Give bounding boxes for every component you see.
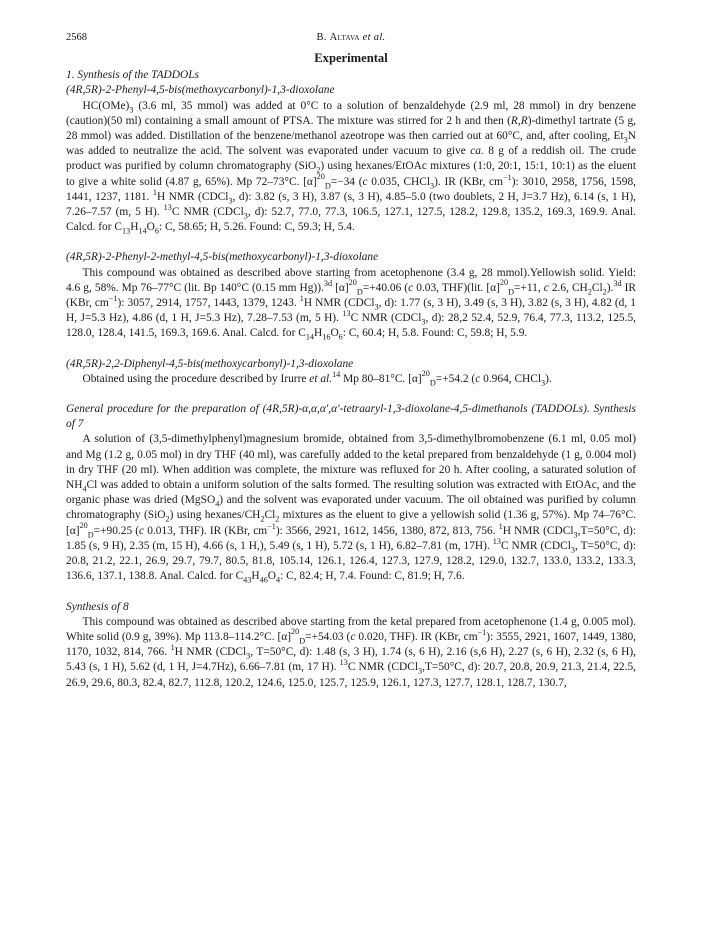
running-head-authors: B. Altava et al. [316, 32, 386, 43]
compound-heading: (4R,5R)-2-Phenyl-4,5-bis(methoxycarbonyl)-1,3-dioxolane [66, 84, 335, 97]
paragraph-taddol-7: A solution of (3,5-dimethylphenyl)magnesium bromide, obtained from 3,5-dimethylbromobenzene (6.1 ml, 0.05 mol) and Mg (1.2 g, 0.05 mol) in dry THF (40 ml), was carefully added to the ketal prepared from benzaldehyde (1 g, 0.004 mol) in dry THF (20 ml). When addition was complete, the mixture was refluxed for 20 h. After cooling, a saturated solution of $NH_4Cl$ was added to obtain a uniform solution of the salts formed. The resulting solution was extracted with EtOAc, and the organic phase was dried (MgSO$_4$) and the solvent was evaporated under vacuum. The oil obtained was purified by column chromatography (SiO$_2$) using hexanes/$CH_2Cl_2$ mixtures as the eluent to give a yellowish solid (1.36 g, 57%). Mp 74–76°C. $[\alpha]^{20}_D=+90.25$ (c 0.013, THF). IR (KBr, $cm^{-1}$): 3566, 2921, 1612, 1456, 1380, 872, 813, 756. $^1$H NMR (CDCl$_3$,T=50°C, d): 1.85 (s, 9 H), 2.35 (m, 15 H), 4.66 (s, 1 H,), 5.49 (s, 1 H), 5.72 (s, 1 H), 6.82–7.81 (m, 17H). $^{13}$C NMR (CDCl$_3$, T=50°C, d): 20.8, 21.2, 22.1, 26.9, 29.7, 79.7, 80.5, 81.8, 105.14, 126.1, 126.4, 127.3, 127.9, 128.2, 129.0, 132.7, 133.0, 133.2, 133.3, 136.6, 137.1, 138.8. Anal. Calcd. for $C_{43}H_{46}O_4$: C, 82.4; H, 7.4. Found: C, 81.9; H, 7.6. [66, 433, 637, 585]
section-heading: 1. Synthesis of the TADDOLs [66, 69, 199, 82]
paper-page [66, 30, 636, 691]
running-head [66, 30, 636, 48]
paragraph-synthesis-8: This compound was obtained as described above starting from the ketal prepared from acetophenone (1.4 g, 0.005 mol). White solid (0.9 g, 39%). Mp 113.8–114.2°C. $[\alpha]^{20}_D=+54.03$ (c 0.020, THF). IR (KBr, $cm^{-1}$): 3555, 2921, 1607, 1449, 1380, 1170, 1032, 814, 766. $^1$H NMR (CDCl$_3$, T=50°C, d): 1.48 (s, 3 H), 1.74 (s, 6 H), 2.16 (s,6 H), 2.27 (s, 6 H), 2.32 (s, 6 H), 5.43 (s, 1 H), 5.62 (d, 1 H, J=4.7Hz), 6.66–7.81 (m, 17 H). $^{13}$C NMR (CDCl$_3$,T=50°C, d): 20.7, 20.8, 20.9, 21.3, 21.4, 22.5, 26.9, 29.6, 80.3, 82.4, 82.7, 112.8, 120.2, 124.6, 125.0, 125.7, 125.9, 126.1, 127.3, 127.7, 128.1, 128.7, 130.7, [66, 615, 636, 689]
paragraph-dioxolane-1: $HC(OMe)_3$ (3.6 ml, 35 mmol) was added at 0°C to a solution of benzaldehyde (2.9 ml, 28 mmol) in dry benzene (caution)(50 ml) containing a small amount of PTSA. The mixture was stirred for 2 h and then (R,R)-dimethyl tartrate (5 g, 28 mmol) was added. Distillation of the benzene/methanol azeotrope was then carried out at 60°C, and, after cooling, $Et_3N$ was added to neutralize the acid. The solvent was evaporated under vacuum to give ca. 8 g of a reddish oil. The crude product was purified by column chromatography (SiO$_2$) using hexanes/EtOAc mixtures (1:0, 20:1, 15:1, 10:1) as the eluent to give a white solid (4.87 g, 65%). Mp 72–73°C. $[\alpha]^{20}_D=-34$ (c 0.035, CHCl$_3$). IR (KBr, $cm^{-1}$): 3010, 2958, 1756, 1598, 1441, 1237, 1181. $^1$H NMR (CDCl$_3$, d): 3.82 (s, 3 H), 3.87 (s, 3 H), 4.85–5.0 (two doublets, 2 H, J=3.7 Hz), 6.14 (s, 1 H), 7.26–7.57 (m, 5 H). $^{13}$C NMR (CDCl$_3$, d): 52.7, 77.0, 77.3, 106.5, 127.1, 127.5, 128.2, 129.8, 135.2, 169.3, 169.9. Anal. Calcd. for $C_{13}H_{14}O_6$: C, 58.65; H, 5.26. Found: C, 59.3; H, 5.4. [66, 99, 637, 236]
compound-heading: (4R,5R)-2,2-Diphenyl-4,5-bis(methoxycarbonyl)-1,3-dioxolane [66, 357, 354, 370]
section-title: Experimental [314, 51, 388, 65]
paragraph-dioxolane-3: Obtained using the procedure described by Irurre et al.$^{14}$ Mp 80–81°C. $[\alpha]^{20}_D=+54.2$ (c 0.964, CHCl$_3$). [82, 369, 552, 388]
procedure-heading: General procedure for the preparation of (4R,5R)-α,α,α′,α′-tetraaryl-1,3-dioxolane-4,5-dimethanols (TADDOLs). Synthesis of 7 [66, 403, 636, 431]
synthesis-heading: Synthesis of 8 [66, 600, 129, 613]
page-number: 2568 [66, 32, 87, 43]
paragraph-dioxolane-2: This compound was obtained as described above starting from acetophenone (3.4 g, 28 mmol).Yellowish solid. Yield: 4.6 g, 58%. Mp 76–77°C (lit. Bp 140°C (0.15 mm Hg)).$^{3d}$ $[\alpha]^{20}_D=+40.06$ (c 0.03, THF)(lit. $[\alpha]^{20}_D=+11$, c 2.6, $CH_2Cl_2).^{3d}$ IR (KBr, $cm^{-1}$): 3057, 2914, 1757, 1443, 1379, 1243. $^1$H NMR (CDCl$_3$, d): 1.77 (s, 3 H), 3.49 (s, 3 H), 3.82 (s, 3 H), 4.82 (d, 1 H, J=5.3 Hz), 4.86 (d, 1 H, J=5.3 Hz), 7.28–7.53 (m, 5 H). $^{13}$C NMR (CDCl$_3$, d): 28,2 52.4, 52.9, 76.4, 77.3, 113.2, 125.5, 128.0, 128.4, 141.5, 169.3, 169.6. Anal. Calcd. for $C_{14}H_{16}O_6$: C, 60.4; H, 5.8. Found: C, 59.8; H, 5.9. [66, 266, 637, 342]
compound-heading: (4R,5R)-2-Phenyl-2-methyl-4,5-bis(methoxycarbonyl)-1,3-dioxolane [66, 251, 379, 264]
